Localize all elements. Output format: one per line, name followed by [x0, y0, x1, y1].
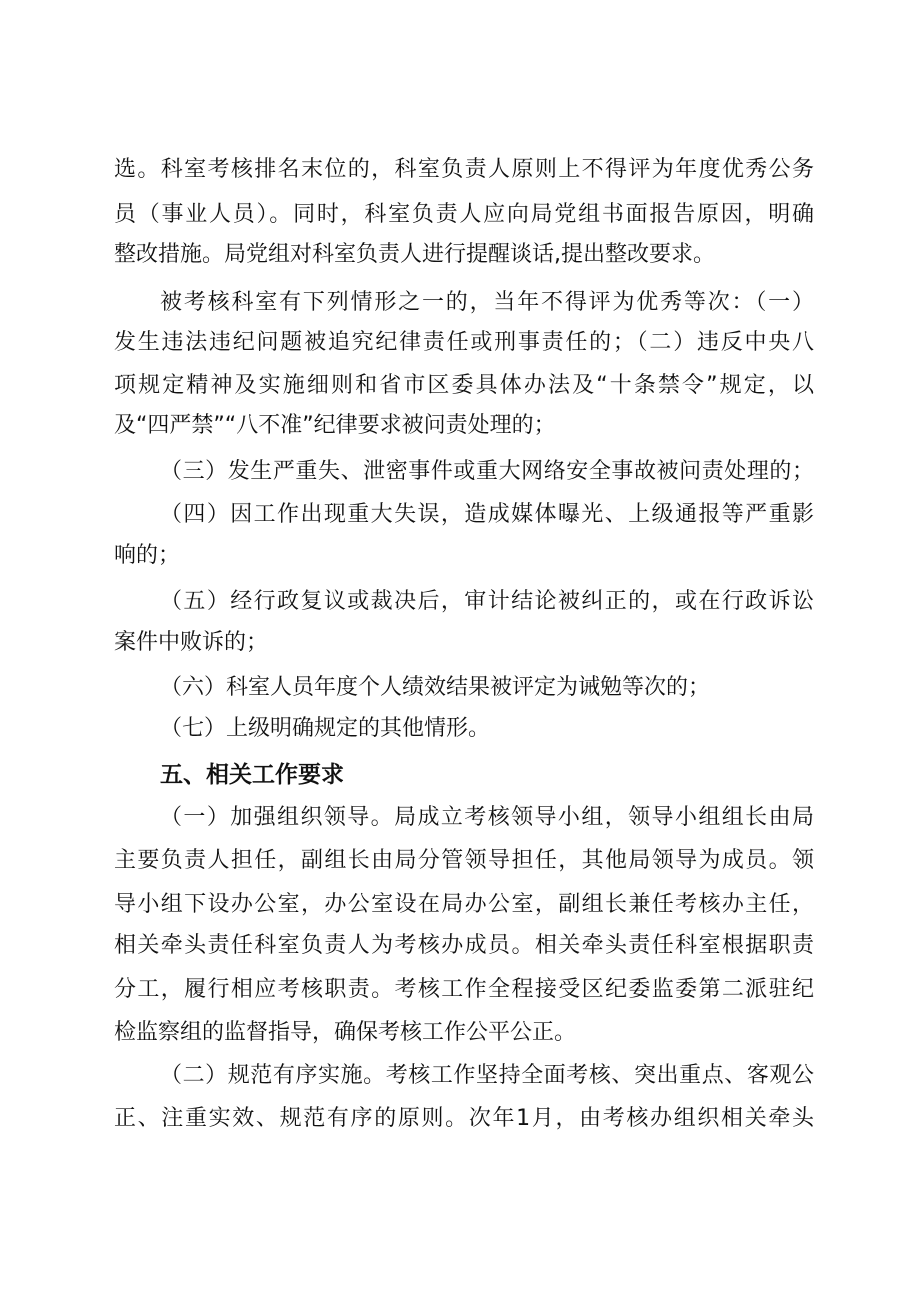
paragraph-line: 员（事业人员）。同时，科室负责人应向局党组书面报告原因，明确 [114, 202, 814, 227]
paragraph-line: 案件中败诉的； [114, 630, 269, 655]
paragraph-line: 主要负责人担任，副组长由局分管领导担任，其他局领导为成员。领 [114, 848, 814, 873]
paragraph-line: （四）因工作出现重大失误，造成媒体曝光、上级通报等严重影 [160, 502, 814, 527]
paragraph-line: 正、注重实效、规范有序的原则。次年1月，由考核办组织相关牵头 [114, 1106, 814, 1131]
paragraph-line: 项规定精神及实施细则和省市区委具体办法及“十条禁令”规定，以 [114, 373, 814, 398]
paragraph-line: 整改措施。局党组对科室负责人进行提醒谈话,提出整改要求。 [114, 242, 715, 267]
paragraph-line: 及“四严禁”“八不准”纪律要求被问责处理的； [114, 413, 556, 438]
paragraph-line: 选。科室考核排名末位的，科室负责人原则上不得评为年度优秀公务 [114, 157, 814, 182]
paragraph-line: 导小组下设办公室，办公室设在局办公室，副组长兼任考核办主任， [114, 892, 814, 917]
paragraph-line: 分工，履行相应考核职责。考核工作全程接受区纪委监委第二派驻纪 [114, 977, 814, 1002]
paragraph-line: （五）经行政复议或裁决后，审计结论被纠正的，或在行政诉讼 [160, 589, 814, 614]
paragraph-line: （六）科室人员年度个人绩效结果被评定为诫勉等次的； [160, 675, 711, 700]
paragraph-line: 检监察组的监督指导，确保考核工作公平公正。 [114, 1020, 577, 1045]
paragraph-line: 发生违法违纪问题被追究纪律责任或刑事责任的；（二）违反中央八 [114, 330, 814, 355]
paragraph-line: 响的； [114, 543, 181, 568]
paragraph-line: 被考核科室有下列情形之一的，当年不得评为优秀等次：（一） [160, 290, 814, 315]
paragraph-line: 相关牵头责任科室负责人为考核办成员。相关牵头责任科室根据职责 [114, 933, 814, 958]
paragraph-line: （三）发生严重失、泄密事件或重大网络安全事故被问责处理的； [160, 459, 814, 484]
paragraph-line: （七）上级明确规定的其他情形。 [160, 716, 491, 741]
paragraph-line: （一）加强组织领导。局成立考核领导小组，领导小组组长由局 [160, 805, 814, 830]
paragraph-line: （二）规范有序实施。考核工作坚持全面考核、突出重点、客观公 [160, 1063, 814, 1088]
section-heading: 五、相关工作要求 [160, 762, 344, 788]
